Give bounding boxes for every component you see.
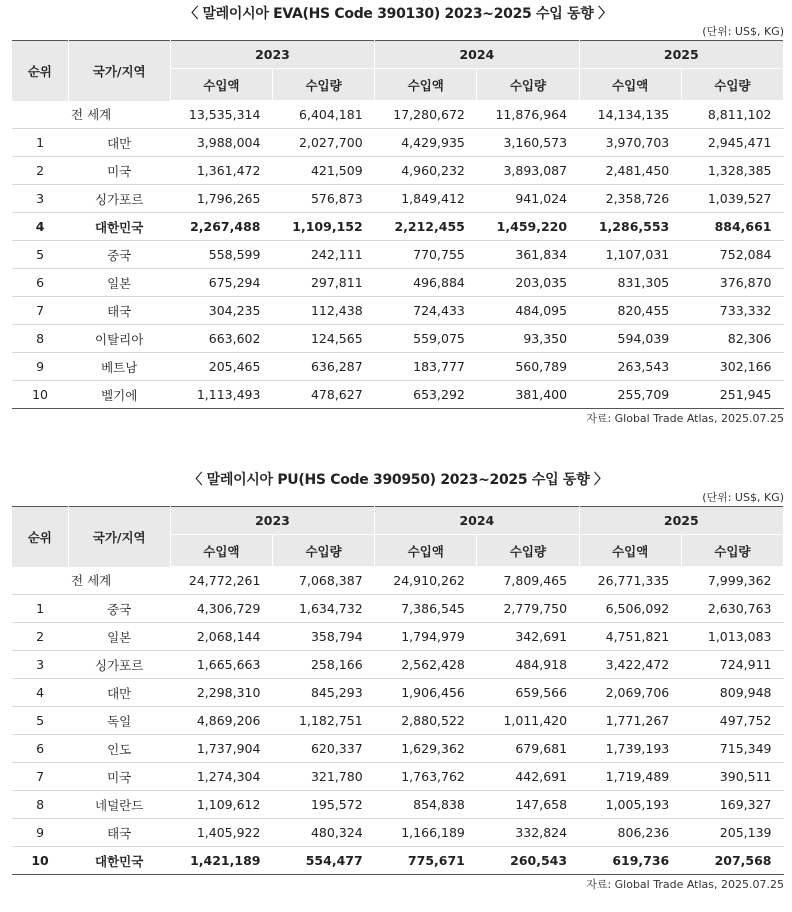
header-year-2025: 2025	[579, 41, 783, 69]
rank-cell: 6	[12, 735, 68, 763]
import-quantity-cell: 302,166	[681, 353, 783, 381]
world-total-label: 전 세계	[12, 567, 170, 595]
table-row	[12, 819, 784, 847]
import-quantity-cell: 11,876,964	[477, 101, 579, 129]
import-quantity-cell: 941,024	[477, 185, 579, 213]
country-cell: 대만	[68, 679, 170, 707]
import-quantity-cell: 376,870	[681, 269, 783, 297]
rank-cell: 10	[12, 847, 68, 875]
import-amount-cell: 26,771,335	[579, 567, 681, 595]
header-year-2023: 2023	[170, 507, 374, 535]
header-amount: 수입액	[375, 69, 477, 101]
import-amount-cell: 558,599	[170, 241, 272, 269]
import-quantity-cell: 342,691	[477, 623, 579, 651]
import-quantity-cell: 2,779,750	[477, 595, 579, 623]
import-quantity-cell: 1,459,220	[477, 213, 579, 241]
table-row	[12, 623, 784, 651]
country-cell: 싱가포르	[68, 185, 170, 213]
import-amount-cell: 1,421,189	[170, 847, 272, 875]
import-amount-cell: 4,751,821	[579, 623, 681, 651]
import-amount-cell: 594,039	[579, 325, 681, 353]
import-quantity-cell: 112,438	[272, 297, 374, 325]
import-amount-cell: 1,113,493	[170, 381, 272, 409]
table-row	[12, 679, 784, 707]
import-amount-cell: 1,166,189	[375, 819, 477, 847]
import-amount-cell: 1,274,304	[170, 763, 272, 791]
import-quantity-cell: 390,511	[681, 763, 783, 791]
import-quantity-cell: 258,166	[272, 651, 374, 679]
rank-cell: 4	[12, 213, 68, 241]
import-amount-cell: 724,433	[375, 297, 477, 325]
pu-table-title: 〈 말레이시아 PU(HS Code 390950) 2023~2025 수입 동향 〉	[188, 472, 608, 488]
world-total-label: 전 세계	[12, 101, 170, 129]
import-amount-cell: 1,405,922	[170, 819, 272, 847]
rank-cell: 1	[12, 595, 68, 623]
import-quantity-cell: 620,337	[272, 735, 374, 763]
country-cell: 대한민국	[68, 847, 170, 875]
import-amount-cell: 3,422,472	[579, 651, 681, 679]
header-year-2023: 2023	[170, 41, 374, 69]
import-amount-cell: 2,358,726	[579, 185, 681, 213]
import-quantity-cell: 1,011,420	[477, 707, 579, 735]
import-quantity-cell: 724,911	[681, 651, 783, 679]
import-quantity-cell: 3,160,573	[477, 129, 579, 157]
import-amount-cell: 1,109,612	[170, 791, 272, 819]
import-quantity-cell: 715,349	[681, 735, 783, 763]
import-amount-cell: 1,794,979	[375, 623, 477, 651]
import-quantity-cell: 297,811	[272, 269, 374, 297]
import-quantity-cell: 2,630,763	[681, 595, 783, 623]
country-cell: 이탈리아	[68, 325, 170, 353]
import-amount-cell: 663,602	[170, 325, 272, 353]
table-row	[12, 651, 784, 679]
import-quantity-cell: 358,794	[272, 623, 374, 651]
header-amount: 수입액	[375, 535, 477, 567]
import-amount-cell: 1,737,904	[170, 735, 272, 763]
table-row	[12, 213, 784, 241]
import-amount-cell: 1,629,362	[375, 735, 477, 763]
import-amount-cell: 3,970,703	[579, 129, 681, 157]
import-amount-cell: 1,739,193	[579, 735, 681, 763]
country-cell: 벨기에	[68, 381, 170, 409]
import-amount-cell: 854,838	[375, 791, 477, 819]
rank-cell: 10	[12, 381, 68, 409]
import-amount-cell: 4,869,206	[170, 707, 272, 735]
rank-cell: 3	[12, 651, 68, 679]
eva-source-note: 자료: Global Trade Atlas, 2025.07.25	[586, 412, 784, 425]
import-amount-cell: 1,763,762	[375, 763, 477, 791]
import-quantity-cell: 7,809,465	[477, 567, 579, 595]
rank-cell: 2	[12, 623, 68, 651]
country-cell: 대만	[68, 129, 170, 157]
import-amount-cell: 304,235	[170, 297, 272, 325]
import-quantity-cell: 484,918	[477, 651, 579, 679]
import-amount-cell: 1,107,031	[579, 241, 681, 269]
header-amount: 수입액	[579, 69, 681, 101]
table-row	[12, 185, 784, 213]
pu-section	[12, 470, 784, 893]
import-amount-cell: 1,849,412	[375, 185, 477, 213]
import-quantity-cell: 7,999,362	[681, 567, 783, 595]
import-quantity-cell: 1,182,751	[272, 707, 374, 735]
eva-section	[12, 4, 784, 427]
header-country: 국가/지역	[68, 41, 170, 101]
country-cell: 중국	[68, 241, 170, 269]
header-amount: 수입액	[170, 69, 272, 101]
import-amount-cell: 775,671	[375, 847, 477, 875]
import-amount-cell: 1,005,193	[579, 791, 681, 819]
import-amount-cell: 2,267,488	[170, 213, 272, 241]
table-row	[12, 595, 784, 623]
pu-unit-note: (단위: US$, KG)	[702, 491, 784, 504]
rank-cell: 7	[12, 297, 68, 325]
header-quantity: 수입량	[272, 535, 374, 567]
import-quantity-cell: 93,350	[477, 325, 579, 353]
import-quantity-cell: 636,287	[272, 353, 374, 381]
rank-cell: 9	[12, 353, 68, 381]
import-quantity-cell: 1,039,527	[681, 185, 783, 213]
import-amount-cell: 770,755	[375, 241, 477, 269]
import-quantity-cell: 7,068,387	[272, 567, 374, 595]
country-cell: 베트남	[68, 353, 170, 381]
import-quantity-cell: 1,328,385	[681, 157, 783, 185]
import-quantity-cell: 752,084	[681, 241, 783, 269]
header-country: 국가/지역	[68, 507, 170, 567]
import-quantity-cell: 560,789	[477, 353, 579, 381]
pu-table-body	[12, 567, 784, 875]
import-quantity-cell: 205,139	[681, 819, 783, 847]
import-quantity-cell: 484,095	[477, 297, 579, 325]
import-quantity-cell: 442,691	[477, 763, 579, 791]
country-cell: 미국	[68, 157, 170, 185]
country-cell: 태국	[68, 297, 170, 325]
import-amount-cell: 3,988,004	[170, 129, 272, 157]
import-quantity-cell: 6,404,181	[272, 101, 374, 129]
header-year-2024: 2024	[375, 507, 579, 535]
header-quantity: 수입량	[681, 69, 783, 101]
eva-import-table	[12, 40, 784, 409]
import-amount-cell: 24,910,262	[375, 567, 477, 595]
rank-cell: 1	[12, 129, 68, 157]
import-quantity-cell: 332,824	[477, 819, 579, 847]
table-row	[12, 269, 784, 297]
import-amount-cell: 2,298,310	[170, 679, 272, 707]
import-amount-cell: 1,796,265	[170, 185, 272, 213]
import-amount-cell: 559,075	[375, 325, 477, 353]
country-cell: 중국	[68, 595, 170, 623]
import-amount-cell: 14,134,135	[579, 101, 681, 129]
import-quantity-cell: 242,111	[272, 241, 374, 269]
import-quantity-cell: 554,477	[272, 847, 374, 875]
import-quantity-cell: 845,293	[272, 679, 374, 707]
header-rank: 순위	[12, 41, 68, 101]
import-amount-cell: 820,455	[579, 297, 681, 325]
table-row	[12, 791, 784, 819]
country-cell: 인도	[68, 735, 170, 763]
import-amount-cell: 4,960,232	[375, 157, 477, 185]
eva-table-body	[12, 101, 784, 409]
import-amount-cell: 4,429,935	[375, 129, 477, 157]
table-row	[12, 325, 784, 353]
country-cell: 싱가포르	[68, 651, 170, 679]
country-cell: 미국	[68, 763, 170, 791]
import-quantity-cell: 203,035	[477, 269, 579, 297]
import-amount-cell: 496,884	[375, 269, 477, 297]
rank-cell: 7	[12, 763, 68, 791]
import-amount-cell: 2,880,522	[375, 707, 477, 735]
import-quantity-cell: 124,565	[272, 325, 374, 353]
rank-cell: 3	[12, 185, 68, 213]
country-cell: 일본	[68, 623, 170, 651]
import-quantity-cell: 497,752	[681, 707, 783, 735]
rank-cell: 8	[12, 791, 68, 819]
import-amount-cell: 255,709	[579, 381, 681, 409]
header-quantity: 수입량	[477, 69, 579, 101]
import-quantity-cell: 82,306	[681, 325, 783, 353]
world-total-row	[12, 567, 784, 595]
import-amount-cell: 653,292	[375, 381, 477, 409]
table-row	[12, 707, 784, 735]
table-row	[12, 353, 784, 381]
import-amount-cell: 7,386,545	[375, 595, 477, 623]
import-quantity-cell: 884,661	[681, 213, 783, 241]
import-amount-cell: 675,294	[170, 269, 272, 297]
import-quantity-cell: 147,658	[477, 791, 579, 819]
import-quantity-cell: 260,543	[477, 847, 579, 875]
import-amount-cell: 2,069,706	[579, 679, 681, 707]
import-quantity-cell: 1,109,152	[272, 213, 374, 241]
country-cell: 대한민국	[68, 213, 170, 241]
header-rank: 순위	[12, 507, 68, 567]
table-row	[12, 381, 784, 409]
table-row	[12, 735, 784, 763]
import-amount-cell: 2,481,450	[579, 157, 681, 185]
import-amount-cell: 13,535,314	[170, 101, 272, 129]
import-quantity-cell: 321,780	[272, 763, 374, 791]
import-quantity-cell: 169,327	[681, 791, 783, 819]
eva-table-title: 〈 말레이시아 EVA(HS Code 390130) 2023~2025 수입 동향 〉	[184, 6, 612, 22]
import-amount-cell: 831,305	[579, 269, 681, 297]
import-amount-cell: 1,719,489	[579, 763, 681, 791]
import-amount-cell: 2,068,144	[170, 623, 272, 651]
import-quantity-cell: 3,893,087	[477, 157, 579, 185]
header-amount: 수입액	[170, 535, 272, 567]
rank-cell: 6	[12, 269, 68, 297]
header-year-2024: 2024	[375, 41, 579, 69]
import-quantity-cell: 2,945,471	[681, 129, 783, 157]
rank-cell: 9	[12, 819, 68, 847]
import-amount-cell: 6,506,092	[579, 595, 681, 623]
import-quantity-cell: 207,568	[681, 847, 783, 875]
import-quantity-cell: 195,572	[272, 791, 374, 819]
import-amount-cell: 17,280,672	[375, 101, 477, 129]
import-quantity-cell: 480,324	[272, 819, 374, 847]
import-amount-cell: 1,286,553	[579, 213, 681, 241]
import-amount-cell: 205,465	[170, 353, 272, 381]
import-amount-cell: 619,736	[579, 847, 681, 875]
pu-import-table	[12, 506, 784, 875]
import-quantity-cell: 659,566	[477, 679, 579, 707]
import-amount-cell: 806,236	[579, 819, 681, 847]
import-amount-cell: 2,212,455	[375, 213, 477, 241]
table-row	[12, 129, 784, 157]
import-quantity-cell: 361,834	[477, 241, 579, 269]
import-quantity-cell: 809,948	[681, 679, 783, 707]
pu-source-note: 자료: Global Trade Atlas, 2025.07.25	[586, 878, 784, 891]
import-quantity-cell: 478,627	[272, 381, 374, 409]
rank-cell: 5	[12, 707, 68, 735]
import-amount-cell: 1,771,267	[579, 707, 681, 735]
rank-cell: 4	[12, 679, 68, 707]
header-amount: 수입액	[579, 535, 681, 567]
country-cell: 태국	[68, 819, 170, 847]
eva-unit-note: (단위: US$, KG)	[702, 25, 784, 38]
import-quantity-cell: 679,681	[477, 735, 579, 763]
import-quantity-cell: 576,873	[272, 185, 374, 213]
import-amount-cell: 183,777	[375, 353, 477, 381]
country-cell: 네덜란드	[68, 791, 170, 819]
import-quantity-cell: 2,027,700	[272, 129, 374, 157]
import-amount-cell: 1,665,663	[170, 651, 272, 679]
rank-cell: 5	[12, 241, 68, 269]
table-row	[12, 847, 784, 875]
import-quantity-cell: 381,400	[477, 381, 579, 409]
table-row	[12, 241, 784, 269]
header-quantity: 수입량	[477, 535, 579, 567]
table-row	[12, 157, 784, 185]
table-row	[12, 297, 784, 325]
rank-cell: 2	[12, 157, 68, 185]
header-quantity: 수입량	[272, 69, 374, 101]
import-amount-cell: 1,361,472	[170, 157, 272, 185]
import-quantity-cell: 421,509	[272, 157, 374, 185]
import-quantity-cell: 251,945	[681, 381, 783, 409]
table-row	[12, 763, 784, 791]
import-amount-cell: 263,543	[579, 353, 681, 381]
import-quantity-cell: 733,332	[681, 297, 783, 325]
country-cell: 일본	[68, 269, 170, 297]
import-quantity-cell: 1,634,732	[272, 595, 374, 623]
rank-cell: 8	[12, 325, 68, 353]
header-year-2025: 2025	[579, 507, 783, 535]
world-total-row	[12, 101, 784, 129]
import-quantity-cell: 1,013,083	[681, 623, 783, 651]
import-amount-cell: 24,772,261	[170, 567, 272, 595]
import-quantity-cell: 8,811,102	[681, 101, 783, 129]
import-amount-cell: 2,562,428	[375, 651, 477, 679]
import-amount-cell: 4,306,729	[170, 595, 272, 623]
country-cell: 독일	[68, 707, 170, 735]
import-amount-cell: 1,906,456	[375, 679, 477, 707]
header-quantity: 수입량	[681, 535, 783, 567]
